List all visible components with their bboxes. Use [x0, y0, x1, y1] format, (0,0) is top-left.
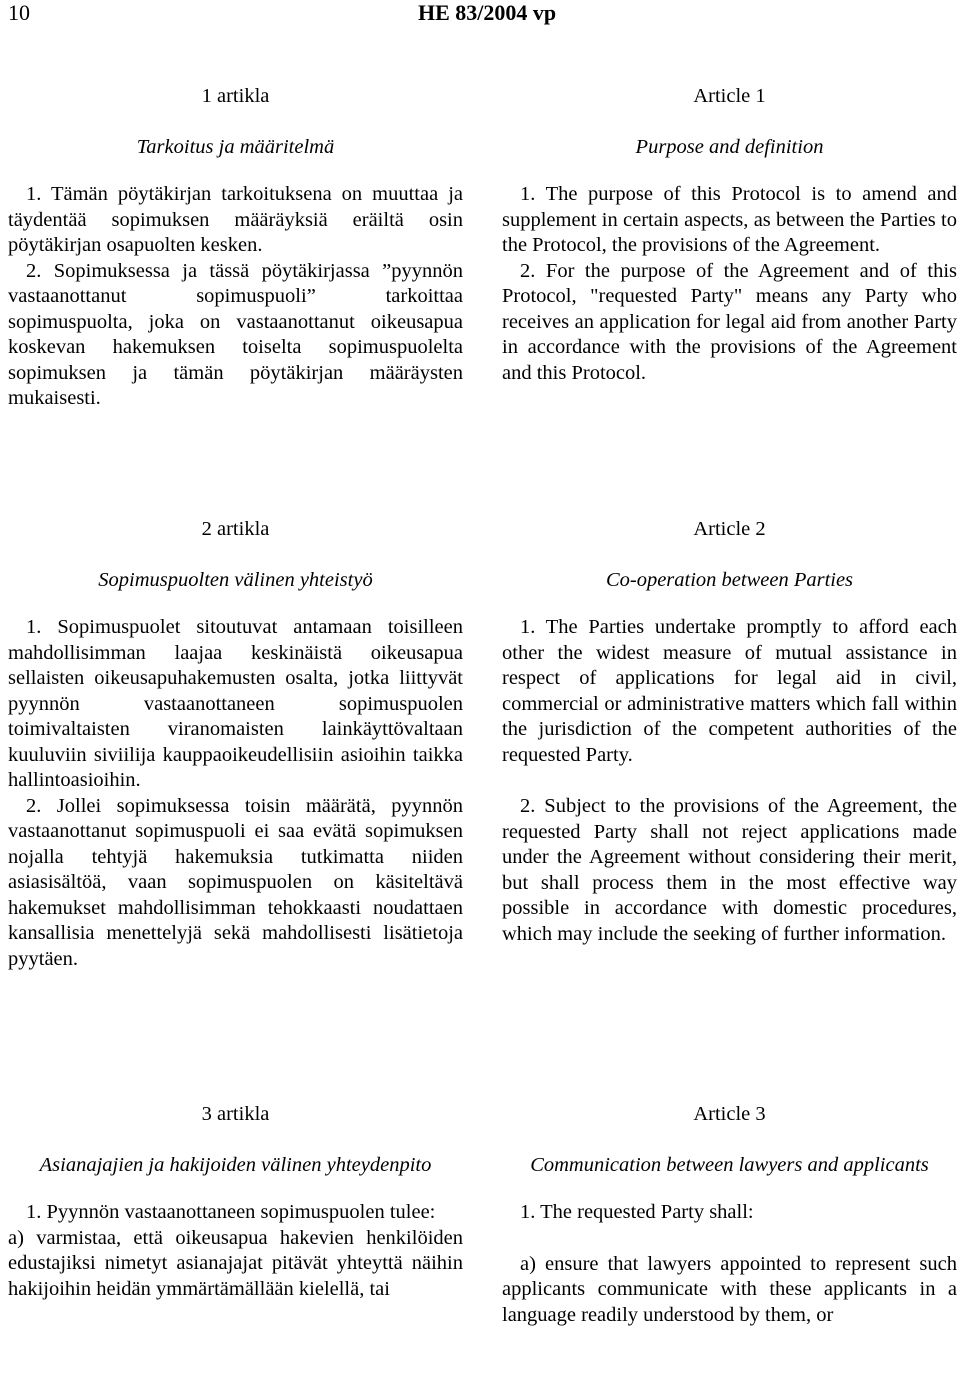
paragraph: 2. Jollei sopimuksessa toisin määrätä, pyynnön vastaanottanut sopimuspuoli ei saa evätä sopimuksen nojalla tehtyjä hakemuksia tutkimatta niiden asiasisältöä, vaan sopimuspuolen on käsiteltävä hakemukset mahdollisimman tehokkaasti noudattaen kansallisia menettelyjä sekä mahdollisesti lisätietoja pyytäen.	[8, 794, 463, 970]
article-subtitle: Asianajajien ja hakijoiden välinen yhteydenpito	[39, 1153, 432, 1176]
article-3-finnish	[8, 1102, 463, 1302]
paragraph: 2. Subject to the provisions of the Agreement, the requested Party shall not reject applications made under the Agreement without considering their merit, but shall process them in the most effective way possible in accordance with domestic procedures, which may include the seeking of further information.	[502, 795, 957, 945]
article-1-english	[502, 84, 957, 386]
page-header	[8, 0, 960, 26]
article-heading: Article 3	[693, 1103, 766, 1125]
paragraph: 1. Sopimuspuolet sitoutuvat antamaan toisilleen mahdollisimman laajaa keskinäistä oikeusapua sellaisten oikeusapuhakemusten osalta, jotka liittyvät pyynnön vastaanottaneen sopimuspuolen toimivaltaisten viranomaisten lainkäyttövaltaan kuuluviin siviilija kauppaoikeudellisiin asioihin taikka hallintoasioihin.	[8, 616, 463, 791]
article-2-english	[502, 517, 957, 947]
article-heading: 3 artikla	[201, 1103, 270, 1125]
paragraph: 2. For the purpose of the Agreement and of this Protocol, "requested Party" means any Party who receives an application for legal aid from another Party in accordance with the provisions of the Agreement and this Protocol.	[502, 259, 957, 384]
page-number: 10	[8, 0, 30, 25]
article-heading: Article 1	[693, 85, 766, 107]
document-reference: HE 83/2004 vp	[418, 0, 557, 25]
article-subtitle: Tarkoitus ja määritelmä	[136, 135, 335, 158]
article-heading: Article 2	[693, 518, 766, 540]
paragraph: 1. The Parties undertake promptly to afford each other the widest measure of mutual assistance in respect of applications for legal aid in civil, commercial or administrative matters which fall within the jurisdiction of the competent authorities of the requested Party.	[502, 616, 957, 766]
paragraph: a) ensure that lawyers appointed to represent such applicants communicate with these applicants in a language readily understood by them, or	[502, 1252, 957, 1326]
article-subtitle: Sopimuspuolten välinen yhteistyö	[98, 568, 373, 591]
article-3-english	[502, 1102, 957, 1328]
article-subtitle: Co-operation between Parties	[605, 568, 854, 591]
article-subtitle: Purpose and definition	[635, 135, 824, 158]
article-heading: 1 artikla	[201, 85, 270, 107]
paragraph: 1. Pyynnön vastaanottaneen sopimuspuolen tulee:	[26, 1201, 436, 1223]
article-2-finnish	[8, 517, 463, 972]
paragraph: 1. The requested Party shall:	[520, 1201, 754, 1223]
paragraph: 1. The purpose of this Protocol is to amend and supplement in certain aspects, as between the Parties to the Protocol, the provisions of the Agreement.	[502, 183, 957, 256]
article-heading: 2 artikla	[201, 518, 270, 540]
paragraph: a) varmistaa, että oikeusapua hakevien henkilöiden edustajiksi nimetyt asianajajat pitävät yhteyttä näihin hakijoihin heidän ymmärtämällään kielellä, tai	[8, 1226, 463, 1300]
paragraph: 1. Tämän pöytäkirjan tarkoituksena on muuttaa ja täydentää sopimuksen määräyksiä eräiltä osin pöytäkirjan osapuolten kesken.	[8, 183, 463, 256]
paragraph: 2. Sopimuksessa ja tässä pöytäkirjassa ”pyynnön vastaanottanut sopimuspuoli” tarkoittaa sopimuspuolta, joka on vastaanottanut oikeusapua koskevan hakemuksen toiselta sopimuspuolelta sopimuksen ja tämän pöytäkirjan määräysten mukaisesti.	[8, 259, 463, 409]
article-1-finnish	[8, 84, 463, 412]
article-subtitle: Communication between lawyers and applicants	[530, 1153, 929, 1176]
